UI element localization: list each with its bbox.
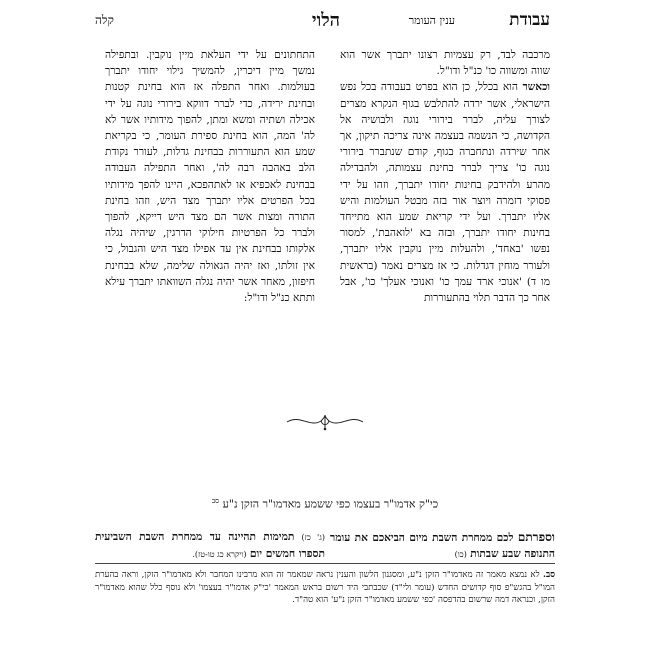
text-column-right	[340, 47, 550, 306]
paragraph: התחתונים על ידי העלאת מיין נוקבין. ובתפילה נמשך מיין דיכרין, להמשיך גילוי יחודו יתברך בעולמות. ואחר התפלה אז הוא בחינת קטנות ובחינת ירידה, כדי לברר דווקא בירורי נוגה על ידי אכילה ושתיה ומשא ומתן, להפוך מידותיו אשר לא לה' המה, הוא בחינת ספירת העומר, כי בקריאת שמע הוא התעוררות בבחינת גדלות, לעורר נקודת הלב באהבה רבה לה', ואחר התפילה העבודה בבחינת לאכפיא או לאתהפכא, היינו להפך מידותיו בכל הפרטים אליו יתברך מצד היש, וזהו בחינת התורה ומצות אשר הם מצד היש דייקא, להפוך ולברר כל הפרטיות חילוקי הדרגין, שיהיה נגלה אלקותו בבחינת אין עד אפילו מצד היש והגבול, כי אין זולתו, ואז יהיה הגאולה שלימה, שלא בבחינת חיפזון, מאחר אשר יהיה נגלה השוואתו יתברך עילא ותתא כנ"ל ודו"ל:	[105, 49, 315, 305]
paragraph	[340, 79, 550, 306]
section-divider-ornament	[285, 410, 365, 432]
verse-text: לכם ממחרת השבת מיום הביאכם את עומר התנופה שבע שבתות	[330, 532, 555, 560]
paragraph: מרכבה לבד, רק עצמיות רצונו יתברך אשר הוא שווה ומשווה כו' כנ"ל ודו"ל.	[340, 49, 550, 78]
verse-citation: (ויקרא כג טו-טז).	[192, 550, 247, 559]
verse-left	[95, 529, 325, 563]
verse-text: תמימות תהיינה עד ממחרת השבת השביעית תספרו חמשים יום	[95, 531, 325, 560]
footnote-number: סב.	[542, 570, 555, 580]
page-number: קלה	[95, 13, 114, 27]
page-header	[95, 10, 550, 32]
footnote	[95, 569, 555, 607]
footnote-rule	[95, 563, 555, 564]
verse-ref: (כו)	[454, 550, 467, 559]
verse-ref: (ג' כז)	[301, 533, 326, 542]
running-title-author: הלוי	[311, 10, 340, 31]
text-column-left	[105, 47, 315, 306]
footnote-marker: סב	[211, 497, 220, 505]
section-title	[0, 497, 650, 511]
footnote-text: לא נמצא מאמר זה מאדמו"ר הזקן נ"ע, ומסגנון הלשון והענין נראה שמאמר זה הוא מרבינו המחבר ולא מאדמו"ר הזקן, וראה בהערת המו"ל בהגש"פ סוף קדושים החדש (עומר ולי"ד) שכבתבי היד רשום בראש המאמר 'כי"ק אדמו"ר בעצמו' ולא נוסף כלל שהוא מאדמו"ר הזקן, וכנראה דמה שרשום בהדפסה 'כפי ששמע מאדמו"ר הזקן נ"ע' הוא טה"ד.	[95, 570, 555, 606]
section-title-text: כי"ק אדמו"ר בעצמו כפי ששמע מאדמו"ר הזקן נ"ע	[222, 497, 439, 511]
running-subtitle: ענין העומר	[408, 14, 455, 27]
paragraph-text: הוא בכלל, כן הוא בפרט בעבודה בכל נפש הישראלי, אשר ירדה להתלבש בגוף הנקרא מצרים לצורך עליה, לברר בירורי נוגה ולבושיה אל הקדושה, כי הנשמה בעצמה אינה צריכה תיקון, אך אחר שירדה ונתחברה בגוף, קודם שנתברר בירורי נוגה כו' צריך לברר בחינת עצמותה, ולהבדילה מהרע ולהידבק בחינות יחודו יתברך, וזהו על ידי פסוקי דזמרה ויוצר אור בזה מבטל העולמות והיש אליו יתברך. ועל ידי קריאת שמע הוא מתייחד בחינות יחודו יתברך, ובזה בא 'לואהבת', למסור נפשו 'באחד', ולהעלות מיין נוקבין אליו יתברך, ולעורר מוחין דגדלות. כי אז מצרים נאמר (בראשית מו ד) 'אנוכי ארד עמך כו' ואנוכי אעלך' כו', אבל אחר כך הדבר תלוי בהתעוררות	[340, 81, 550, 305]
verse-right	[330, 529, 555, 563]
paragraph-lead-word: וכאשר	[522, 81, 550, 94]
running-title-book: עבודת	[509, 10, 550, 30]
verse-lead-word: וספרתם	[517, 530, 555, 544]
